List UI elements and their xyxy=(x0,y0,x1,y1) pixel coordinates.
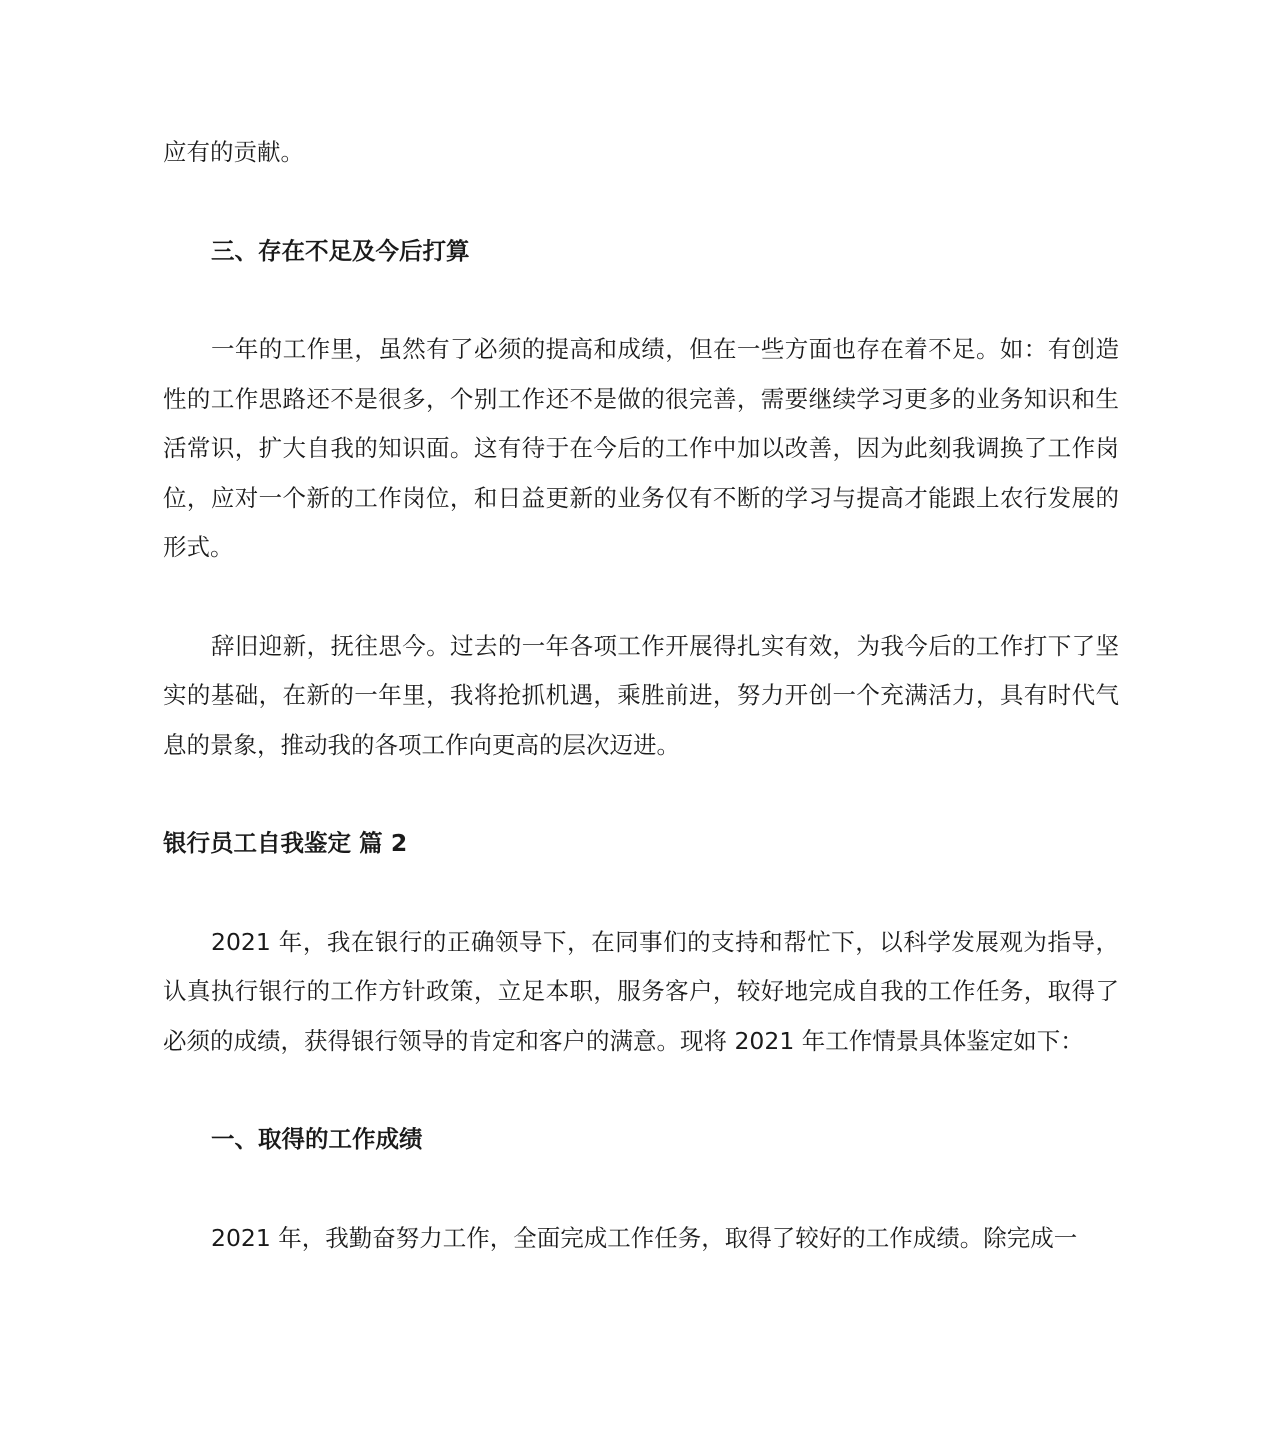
spacer xyxy=(163,178,1119,227)
spacer xyxy=(163,1066,1119,1115)
paragraph-continuation: 应有的贡献。 xyxy=(163,138,304,166)
spacer xyxy=(163,276,1119,325)
article-title-part-2: 银行员工自我鉴定 篇 2 xyxy=(163,829,408,857)
document-body xyxy=(163,128,1119,1263)
section-heading-achievements: 一、取得的工作成绩 xyxy=(211,1125,423,1153)
section-heading-shortcomings: 三、存在不足及今后打算 xyxy=(211,236,470,265)
paragraph-achievements: 2021 年，我勤奋努力工作，全面完成工作任务，取得了较好的工作成绩。除完成一 xyxy=(211,1223,1078,1252)
paragraph-shortcomings: 一年的工作里，虽然有了必须的提高和成绩，但在一些方面也存在着不足。如：有创造性的工作思路还不是很多，个别工作还不是做的很完善，需要继续学习更多的业务知识和生活常识，扩大自我的知识面。这有待于在今后的工作中加以改善，因为此刻我调换了工作岗位，应对一个新的工作岗位，和日益更新的业务仅有不断的学习与提高才能跟上农行发展的形式。 xyxy=(163,335,1119,561)
spacer xyxy=(163,770,1119,819)
spacer xyxy=(163,573,1119,622)
spacer xyxy=(163,869,1119,918)
paragraph-outlook: 辞旧迎新，抚往思今。过去的一年各项工作开展得扎实有效，为我今后的工作打下了坚实的基础，在新的一年里，我将抢抓机遇，乘胜前进，努力开创一个充满活力，具有时代气息的景象，推动我的各项工作向更高的层次迈进。 xyxy=(163,631,1119,759)
spacer xyxy=(163,1165,1119,1214)
paragraph-intro-2021: 2021 年，我在银行的正确领导下，在同事们的支持和帮忙下，以科学发展观为指导，认真执行银行的工作方针政策，立足本职，服务客户，较好地完成自我的工作任务，取得了必须的成绩，获得银行领导的肯定和客户的满意。现将 2021 年工作情景具体鉴定如下： xyxy=(163,927,1119,1055)
